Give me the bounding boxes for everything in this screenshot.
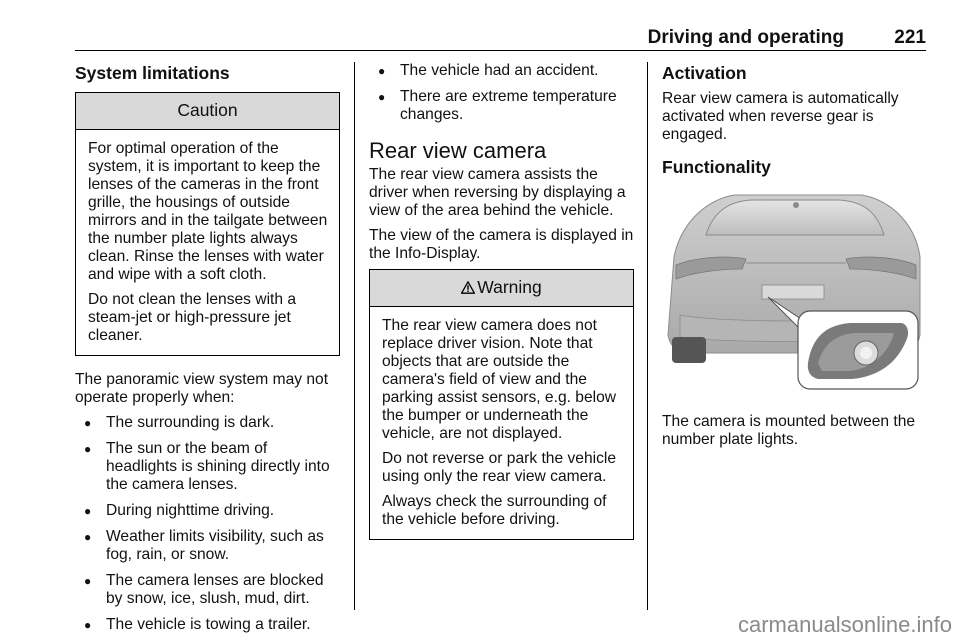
caution-box [75,92,340,356]
page-number: 221 [894,27,926,48]
warning-paragraph: The rear view camera does not replace driver vision. Note that objects that are outside the camera's field of view and the parking assist sensors, e.g. below the bumper or underneath the vehicle, are not displayed. [382,317,617,442]
activation-text: Rear view camera is automatically activated when reverse gear is engaged. [662,90,899,143]
warning-paragraph: Always check the surrounding of the vehicle before driving. [382,493,607,528]
header-title: Driving and operating [647,27,844,48]
list-item: ● The vehicle had an accident. [369,62,634,80]
header-rule [75,50,926,51]
limitations-list [75,414,340,634]
warning-box [369,269,634,540]
limitations-list-continued [369,62,634,124]
body-paragraph: The rear view camera assists the driver when reversing by displaying a view of the area behind the vehicle. [369,166,626,219]
figure-caption-text: The camera is mounted between the number plate lights. [662,413,916,448]
list-item: ● The camera lenses are blocked by snow, ice, slush, mud, dirt. [75,572,340,608]
warning-header [370,270,633,307]
column-1 [75,62,340,642]
functionality-heading: Functionality [662,157,771,177]
list-item: ● The surrounding is dark. [75,414,340,432]
body-paragraph: The view of the camera is displayed in the Info-Display. [369,227,634,262]
system-limitations-heading: System limitations [75,63,230,83]
caution-paragraph: Do not clean the lenses with a steam-jet or high-pressure jet cleaner. [88,291,297,344]
list-item: ● The sun or the beam of headlights is shining directly into the camera lenses. [75,440,340,494]
car-rear-illustration [662,187,922,399]
caution-paragraph: For optimal operation of the system, it is important to keep the lenses of the cameras in the front grille, the housings of outside mirrors and in the tailgate between the number plate lights always clean. Rinse the lenses with water and wipe with a soft cloth. [88,140,328,283]
watermark: carmanualsonline.info [737,612,952,637]
column-2 [369,62,634,555]
list-item: ● Weather limits visibility, such as fog, rain, or snow. [75,528,340,564]
column-divider [647,62,648,610]
list-item: ● The vehicle is towing a trailer. [75,616,340,634]
rear-camera-illustration [662,187,922,399]
rear-view-camera-title: Rear view camera [369,138,547,163]
activation-heading: Activation [662,63,747,83]
warning-body [370,307,633,539]
list-item: ● During nighttime driving. [75,502,340,520]
warning-paragraph: Do not reverse or park the vehicle using only the rear view camera. [382,450,617,485]
caution-title: Caution [76,93,339,130]
caution-body [76,130,339,355]
column-3 [662,62,927,456]
page-header [75,26,926,52]
limitations-intro: The panoramic view system may not operate properly when: [75,371,329,406]
column-divider [354,62,355,610]
warning-triangle-icon [461,281,475,294]
warning-title: Warning [477,277,542,297]
list-item: ● There are extreme temperature changes. [369,88,634,124]
